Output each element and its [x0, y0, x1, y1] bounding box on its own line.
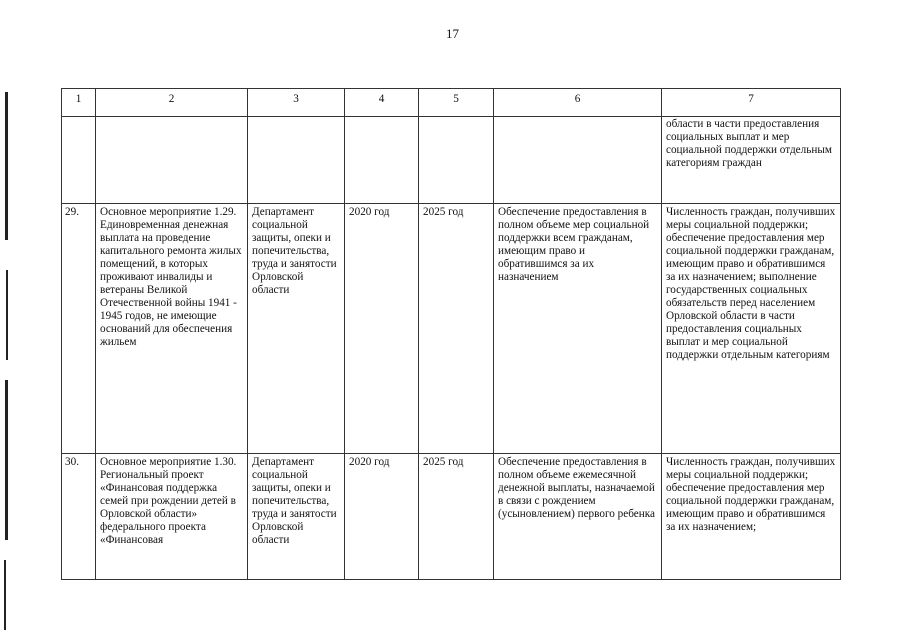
- table-row: [62, 454, 841, 580]
- column-header: 4: [345, 89, 419, 117]
- page-number: 17: [446, 26, 459, 41]
- column-header: 6: [494, 89, 662, 117]
- table-cell: [62, 117, 96, 204]
- row-number: 30.: [62, 454, 96, 580]
- end-year-cell: 2025 год: [419, 204, 494, 454]
- start-year-cell: 2020 год: [345, 454, 419, 580]
- column-header: 2: [96, 89, 248, 117]
- table-header-row: [62, 89, 841, 117]
- table-cell: [345, 117, 419, 204]
- scan-edge-line: [5, 380, 8, 540]
- row-number: 29.: [62, 204, 96, 454]
- column-header: 1: [62, 89, 96, 117]
- table-cell: [96, 117, 248, 204]
- table-cell: [494, 117, 662, 204]
- measures-table: [61, 88, 841, 580]
- executor-cell: Департамент социальной защиты, опеки и попечительства, труда и занятости Орловской области: [248, 204, 345, 454]
- scan-edge-line: [5, 92, 8, 240]
- table-cell: [248, 117, 345, 204]
- column-header: 5: [419, 89, 494, 117]
- result-cell: Обеспечение предоставления в полном объеме ежемесячной денежной выплаты, назначаемой в связи с рождением (усыновлением) первого ребенка: [494, 454, 662, 580]
- scan-edge-line: [4, 560, 6, 630]
- measure-cell: Основное мероприятие 1.29. Единовременная денежная выплата на проведение капитального ремонта жилых помещений, в которых проживают инвалиды и ветераны Великой Отечественной войны 1941 - 1945 годов, не имеющие оснований для обеспечения жильем: [96, 204, 248, 454]
- scan-edge-line: [6, 270, 8, 360]
- table-cell: [419, 117, 494, 204]
- result-cell: Обеспечение предоставления в полном объеме мер социальной поддержки всем гражданам, имеющим право и обратившимся за их назначением: [494, 204, 662, 454]
- start-year-cell: 2020 год: [345, 204, 419, 454]
- table-row-continuation: [62, 117, 841, 204]
- indicator-cell: Численность граждан, получивших меры социальной поддержки; обеспечение предоставления мер социальной поддержки гражданам, имеющим право и обратившимся за их назначением; выполнение государственных социальных обязательств перед населением Орловской области в части предоставления социальных выплат и мер социальной поддержки отдельным категориям: [662, 204, 841, 454]
- indicator-cell: Численность граждан, получивших меры социальной поддержки; обеспечение предоставления мер социальной поддержки гражданам, имеющим право и обратившимся за их назначением;: [662, 454, 841, 580]
- indicator-cell: области в части предоставления социальных выплат и мер социальной поддержки отдельным категориям граждан: [662, 117, 841, 204]
- measure-cell: Основное мероприятие 1.30. Региональный проект «Финансовая поддержка семей при рождении детей в Орловской области» федерального проекта «Финансовая: [96, 454, 248, 580]
- executor-cell: Департамент социальной защиты, опеки и попечительства, труда и занятости Орловской области: [248, 454, 345, 580]
- column-header: 7: [662, 89, 841, 117]
- end-year-cell: 2025 год: [419, 454, 494, 580]
- table-row: [62, 204, 841, 454]
- column-header: 3: [248, 89, 345, 117]
